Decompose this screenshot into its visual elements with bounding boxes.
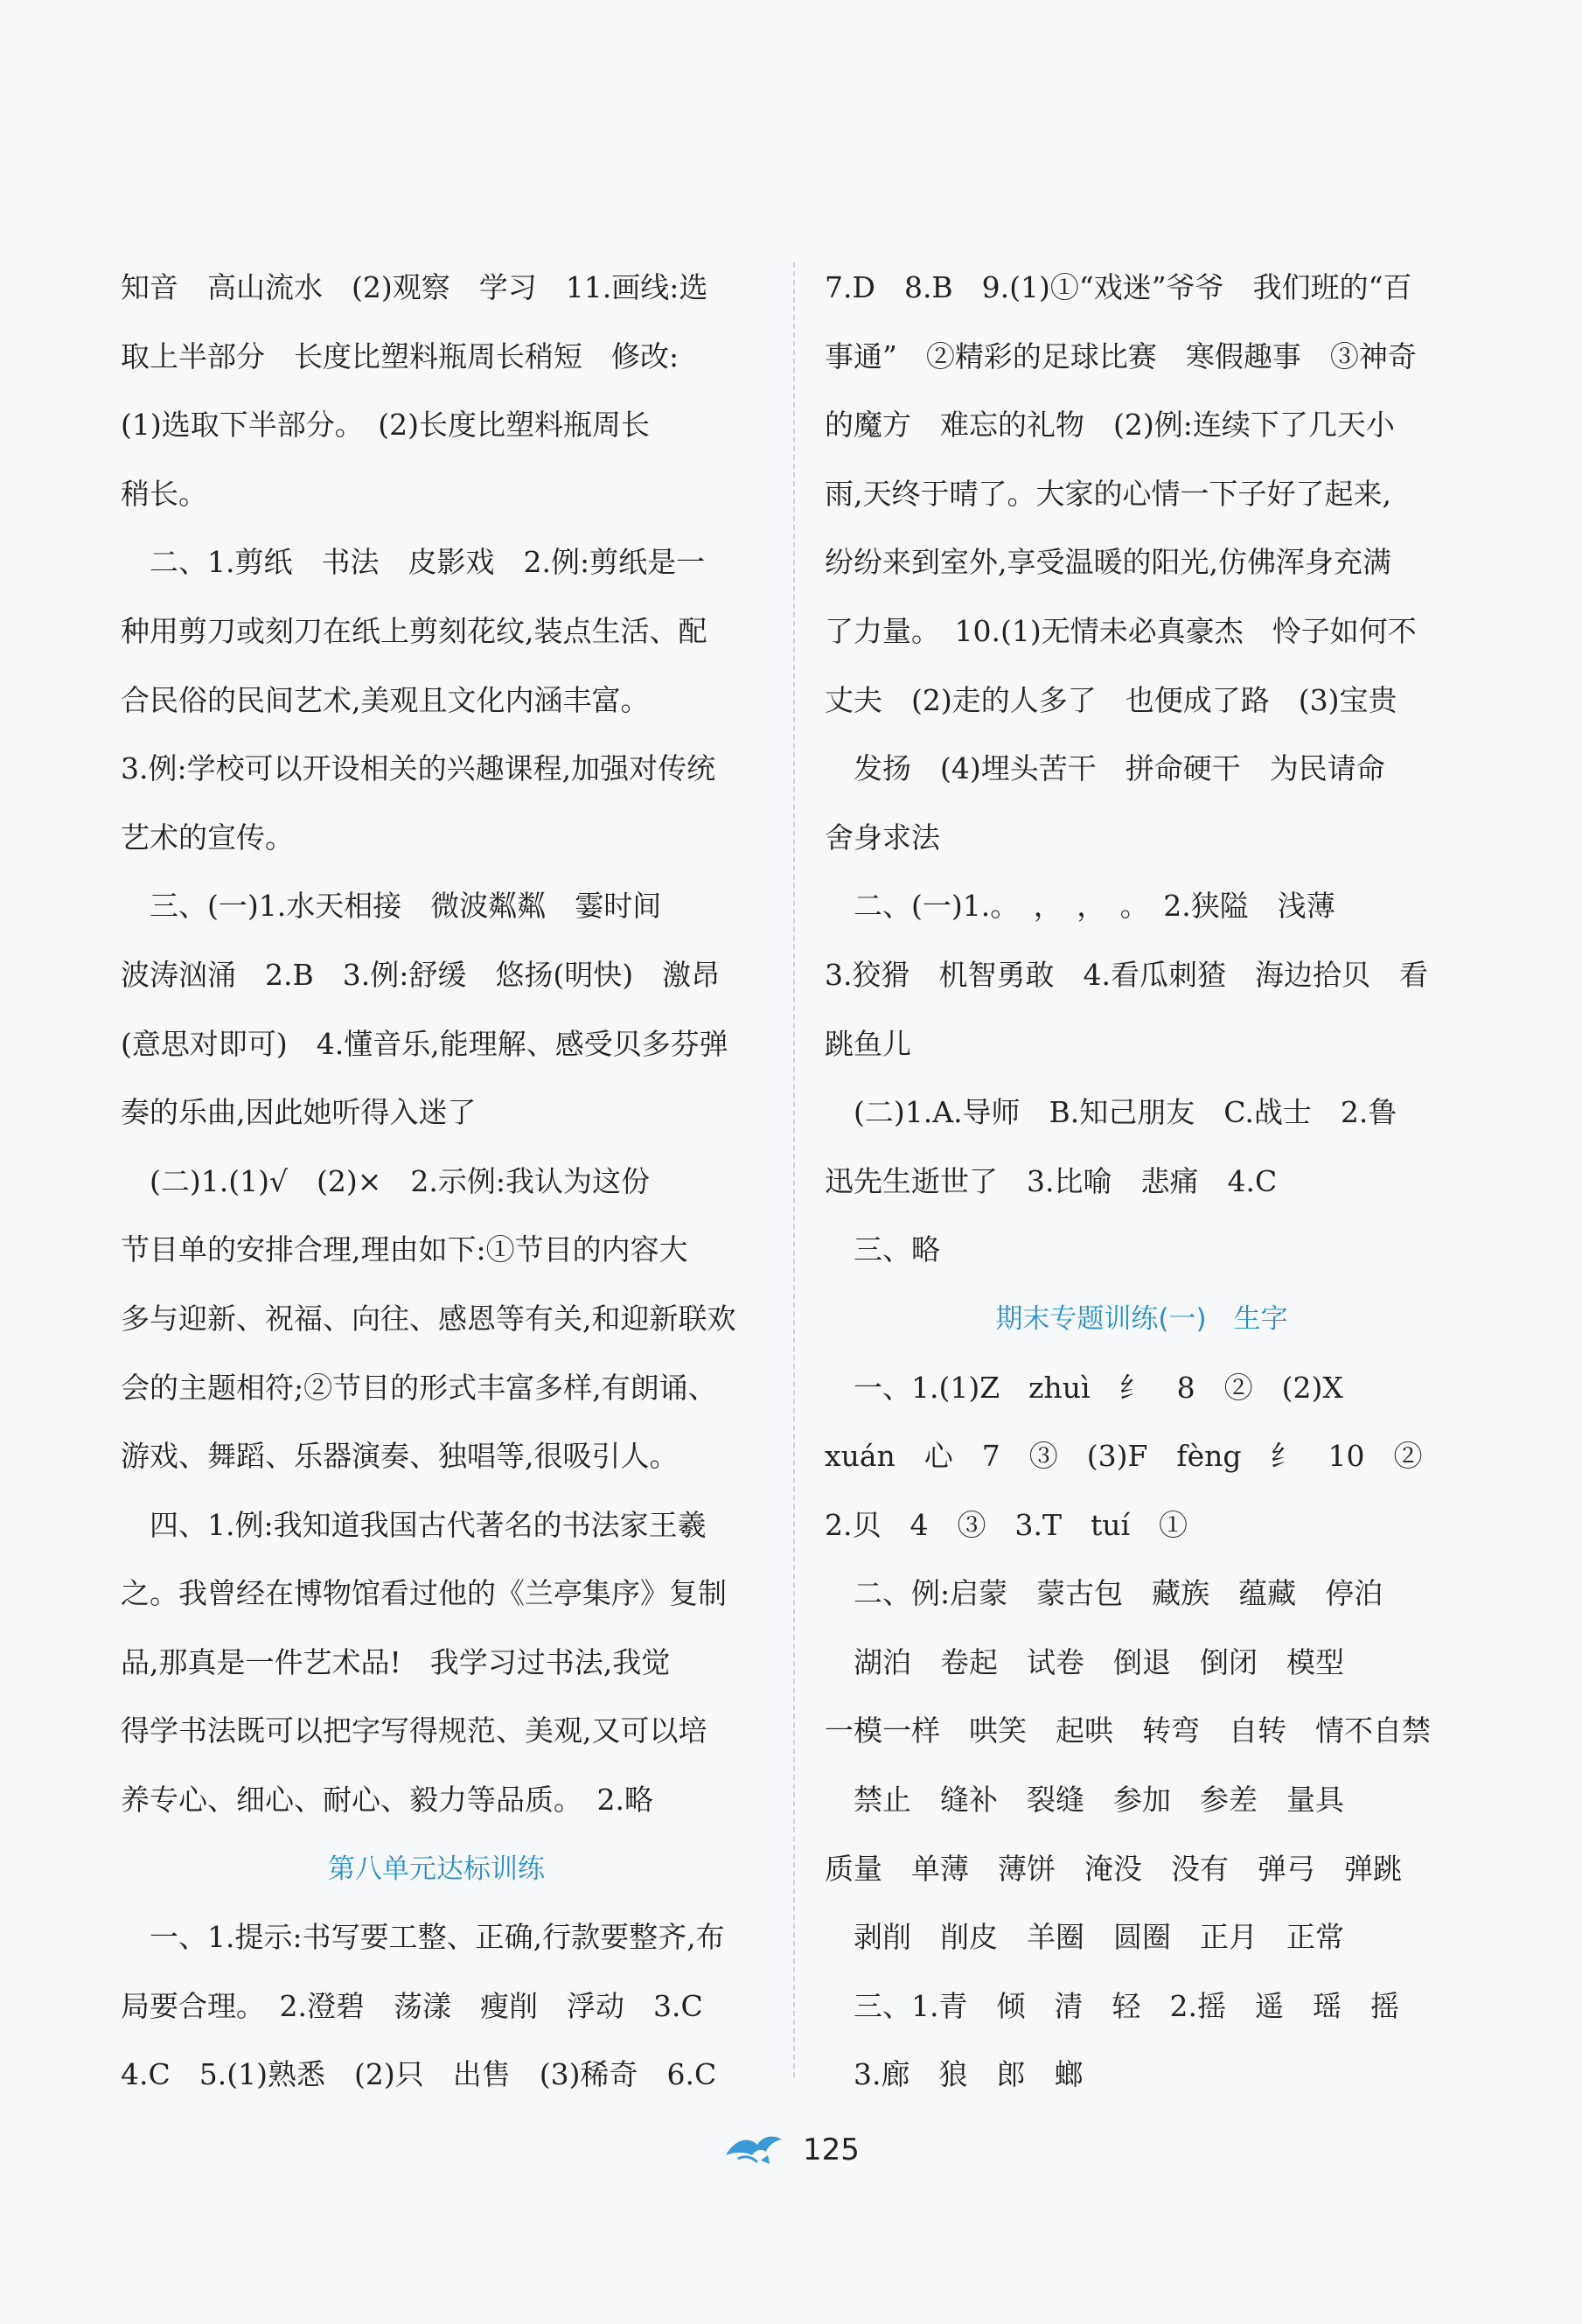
answer-line: 3.例:学校可以开设相关的兴趣课程,加强对传统 xyxy=(121,751,716,786)
answer-line: 稍长。 xyxy=(121,476,207,511)
page-footer xyxy=(0,2124,1582,2176)
answer-line: 品,那真是一件艺术品! 我学习过书法,我觉 xyxy=(121,1644,671,1679)
answer-line: 节目单的安排合理,理由如下:①节目的内容大 xyxy=(121,1232,688,1267)
answer-line: 湖泊 卷起 试卷 倒退 倒闭 模型 xyxy=(825,1644,1344,1679)
answer-line: 取上半部分 长度比塑料瓶周长稍短 修改: xyxy=(121,338,679,373)
answer-line: 7.D 8.B 9.(1)①“戏迷”爷爷 我们班的“百 xyxy=(825,270,1412,304)
answer-line: (二)1.A.导师 B.知己朋友 C.战士 2.鲁 xyxy=(825,1095,1397,1130)
answer-line: 一、1.提示:书写要工整、正确,行款要整齐,布 xyxy=(121,1920,725,1955)
answer-line: xuán 心 7 ③ (3)F fèng 纟 10 ② xyxy=(825,1439,1423,1474)
answer-line: 三、略 xyxy=(825,1232,940,1267)
answer-line: 发扬 (4)埋头苦干 拼命硬干 为民请命 xyxy=(825,751,1385,786)
answer-line: 艺术的宣传。 xyxy=(121,820,294,855)
answer-line: 了力量。 10.(1)无情未必真豪杰 怜子如何不 xyxy=(825,613,1417,648)
answer-line: 3.廊 狼 郎 螂 xyxy=(825,2057,1084,2092)
answer-line: (二)1.(1)√ (2)× 2.示例:我认为这份 xyxy=(121,1163,651,1198)
answer-line: 合民俗的民间艺术,美观且文化内涵丰富。 xyxy=(121,682,650,717)
answer-line: 三、(一)1.水天相接 微波粼粼 霎时间 xyxy=(121,889,662,924)
answer-line: 一、1.(1)Z zhuì 纟 8 ② (2)X xyxy=(825,1370,1343,1405)
answer-line: 跳鱼儿 xyxy=(825,1026,911,1061)
answer-column-left xyxy=(121,254,752,2110)
answer-line: 局要合理。 2.澄碧 荡漾 瘦削 浮动 3.C xyxy=(121,1988,703,2023)
answer-line: 种用剪刀或刻刀在纸上剪刻花纹,装点生活、配 xyxy=(121,613,707,648)
answer-line: 的魔方 难忘的礼物 (2)例:连续下了几天小 xyxy=(825,408,1395,443)
answer-line: 一模一样 哄笑 起哄 转弯 自转 情不自禁 xyxy=(825,1713,1431,1748)
answer-line: 波涛汹涌 2.B 3.例:舒缓 悠扬(明快) 激昂 xyxy=(121,957,721,992)
answer-line: 养专心、细心、耐心、毅力等品质。 2.略 xyxy=(121,1783,653,1818)
answer-line: 三、1.青 倾 清 轻 2.摇 遥 瑶 摇 xyxy=(825,1988,1399,2023)
answer-column-right xyxy=(825,254,1459,2110)
answer-line: 二、1.剪纸 书法 皮影戏 2.例:剪纸是一 xyxy=(121,545,706,580)
answer-line: (1)选取下半部分。 (2)长度比塑料瓶周长 xyxy=(121,408,650,443)
answer-line: 雨,天终于晴了。大家的心情一下子好了起来, xyxy=(825,476,1391,511)
answer-line: 知音 高山流水 (2)观察 学习 11.画线:选 xyxy=(121,270,708,304)
answer-line: 丈夫 (2)走的人多了 也便成了路 (3)宝贵 xyxy=(825,682,1397,717)
bird-logo-icon xyxy=(722,2129,791,2171)
page-number: 125 xyxy=(803,2132,860,2167)
column-divider xyxy=(793,262,795,2077)
answer-line: 剥削 削皮 羊圈 圆圈 正月 正常 xyxy=(825,1920,1344,1955)
answer-line: 禁止 缝补 裂缝 参加 参差 量具 xyxy=(825,1783,1344,1818)
answer-line: 二、例:启蒙 蒙古包 藏族 蕴藏 停泊 xyxy=(825,1576,1383,1611)
answer-line: 质量 单薄 薄饼 淹没 没有 弹弓 弹跳 xyxy=(825,1851,1402,1886)
answer-line: 3.狡猾 机智勇敢 4.看瓜刺猹 海边拾贝 看 xyxy=(825,957,1428,992)
answer-line: 2.贝 4 ③ 3.T tuí ① xyxy=(825,1507,1188,1542)
answer-line: 4.C 5.(1)熟悉 (2)只 出售 (3)稀奇 6.C xyxy=(121,2057,717,2092)
answer-line: 得学书法既可以把字写得规范、美观,又可以培 xyxy=(121,1713,707,1748)
answer-line: 奏的乐曲,因此她听得入迷了 xyxy=(121,1095,477,1130)
answer-line: 事通” ②精彩的足球比赛 寒假趣事 ③神奇 xyxy=(825,338,1417,373)
section-heading: 第八单元达标训练 xyxy=(328,1853,545,1885)
answer-line: 迅先生逝世了 3.比喻 悲痛 4.C xyxy=(825,1163,1278,1198)
answer-line: 四、1.例:我知道我国古代著名的书法家王羲 xyxy=(121,1507,707,1542)
answer-line: (意思对即可) 4.懂音乐,能理解、感受贝多芬弹 xyxy=(121,1026,728,1061)
answer-line: 舍身求法 xyxy=(825,820,940,855)
answer-line: 多与迎新、祝福、向往、感恩等有关,和迎新联欢 xyxy=(121,1301,736,1336)
section-heading: 期末专题训练(一) 生字 xyxy=(995,1302,1288,1335)
answer-line: 之。我曾经在博物馆看过他的《兰亭集序》复制 xyxy=(121,1576,727,1611)
answer-line: 二、(一)1.。 ， ， 。 2.狭隘 浅薄 xyxy=(825,889,1335,924)
answer-line: 会的主题相符;②节目的形式丰富多样,有朗诵、 xyxy=(121,1370,717,1405)
answer-line: 纷纷来到室外,享受温暖的阳光,仿佛浑身充满 xyxy=(825,545,1391,580)
answer-line: 游戏、舞蹈、乐器演奏、独唱等,很吸引人。 xyxy=(121,1439,679,1474)
